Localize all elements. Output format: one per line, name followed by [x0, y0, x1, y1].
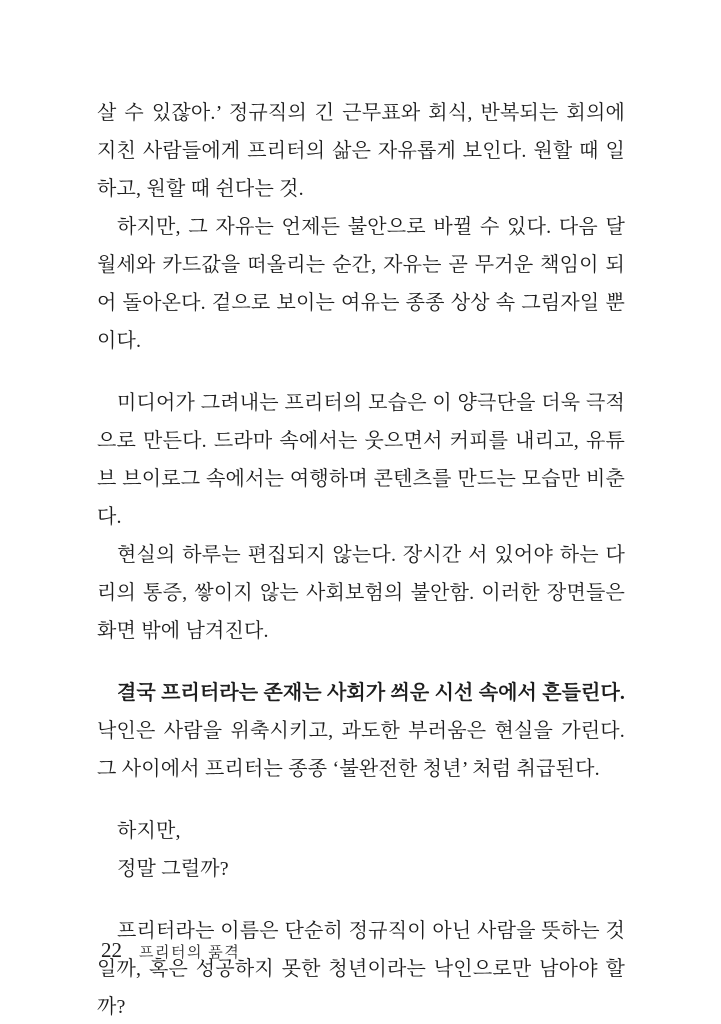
page-footer — [101, 938, 240, 963]
book-title: 프리터의 품격 — [139, 945, 241, 961]
paragraph: 미디어가 그려내는 프리터의 모습은 이 양극단을 더욱 극적으로 만든다. 드라마 속에서는 웃으면서 커피를 내리고, 유튜브 브이로그 속에서는 여행하며 콘텐츠를 만드는 모습만 비춘다. — [97, 392, 625, 528]
emphasis-rest-text: 낙인은 사람을 위축시키고, 과도한 부러움은 현실을 가린다. 그 사이에서 프리터는 종종 ‘불완전한 청년’ 처럼 취급된다. — [97, 720, 625, 780]
paragraph: 프리터라는 이름은 단순히 정규직이 아닌 사람을 뜻하는 것일까, 혹은 성공하지 못한 청년이라는 낙인으로만 남아야 할까? — [97, 920, 625, 1018]
paragraph-short: 정말 그럴까? — [117, 858, 229, 880]
page-body — [97, 94, 625, 1024]
paragraph: 하지만, 그 자유는 언제든 불안으로 바뀔 수 있다. 다음 달 월세와 카드값을 떠올리는 순간, 자유는 곧 무거운 책임이 되어 돌아온다. 겉으로 보이는 여유는 종종 상상 속 그림자일 뿐이다. — [97, 216, 625, 352]
paragraph-short: 하지만, — [117, 820, 181, 842]
page-number: 22 — [101, 938, 122, 962]
paragraph-emphasis — [97, 674, 625, 788]
paragraph-continuation: 살 수 있잖아.’ 정규직의 긴 근무표와 회식, 반복되는 회의에 지친 사람들에게 프리터의 삶은 자유롭게 보인다. 원할 때 일하고, 원할 때 쉰다는 것. — [97, 102, 625, 200]
paragraph: 현실의 하루는 편집되지 않는다. 장시간 서 있어야 하는 다리의 통증, 쌓이지 않는 사회보험의 불안함. 이러한 장면들은 화면 밖에 남겨진다. — [97, 544, 625, 642]
emphasis-lead-text: 결국 프리터라는 존재는 사회가 씌운 시선 속에서 흔들린다. — [117, 682, 625, 704]
